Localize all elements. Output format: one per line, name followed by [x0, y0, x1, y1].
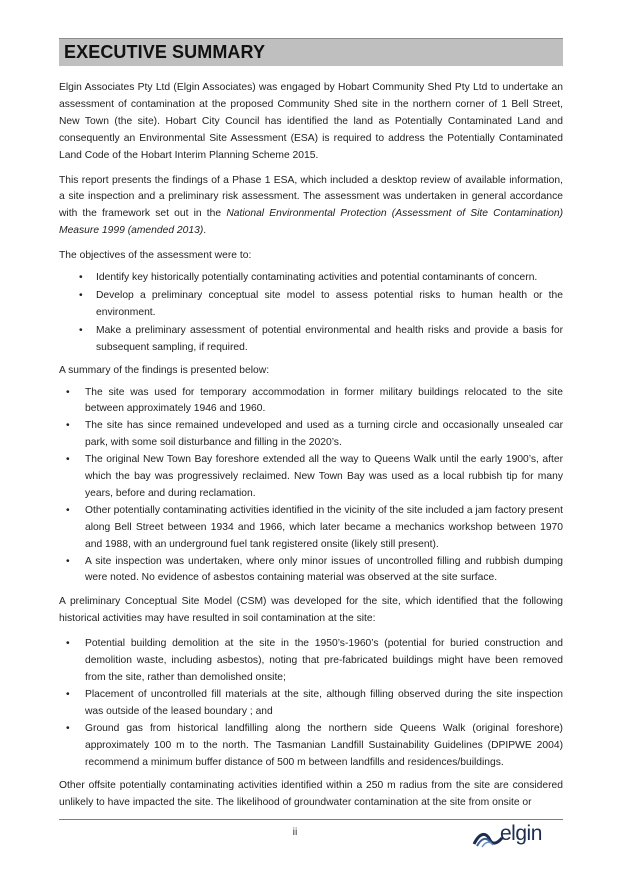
- report-paragraph: [59, 173, 563, 241]
- list-item-text: Placement of uncontrolled fill materials at the site, although filling observed during the site inspection was outside of the leased boundary ; and: [85, 688, 563, 717]
- list-item-text: Identify key historically potentially contaminating activities and potential contaminants of concern.: [96, 272, 538, 284]
- document-body: [59, 80, 563, 820]
- list-item: [59, 385, 563, 419]
- list-item: [59, 452, 563, 503]
- list-item-text: The site was used for temporary accommodation in former military buildings relocated to the site between approximately 1946 and 1960.: [85, 386, 563, 415]
- list-item-text: The original New Town Bay foreshore extended all the way to Queens Walk until the early 1900’s, after which the bay was progressively reclaimed. New Town Bay was used as a local rubbish tip for many years, before and during reclamation.: [85, 454, 563, 499]
- section-heading: EXECUTIVE SUMMARY: [64, 42, 266, 62]
- csm-intro: A preliminary Conceptual Site Model (CSM) was developed for the site, which identified that the following historical activities may have resulted in soil contamination at the site:: [59, 596, 563, 625]
- bullet-icon: •: [66, 722, 70, 734]
- bullet-icon: •: [66, 454, 70, 466]
- list-item-text: Develop a preliminary conceptual site model to assess potential risks to human health or the environment.: [96, 289, 563, 318]
- list-item-text: Ground gas from historical landfilling along the northern side Queens Walk (original foreshore) approximately 100 m to the north. The Tasmanian Landfill Sustainability Guidelines (DPIPWE 2004) recommend a minimum buffer distance of 500 m between landfills and residences/buildings.: [85, 722, 563, 768]
- list-item-text: The site has since remained undeveloped and used as a turning circle and occasionally unsealed car park, with some soil disturbance and filling in the 2020’s.: [85, 420, 563, 449]
- bullet-icon: •: [66, 638, 70, 650]
- list-item-text: Make a preliminary assessment of potential environmental and health risks and provide a basis for subsequent sampling, if required.: [96, 324, 563, 353]
- intro-paragraph: Elgin Associates Pty Ltd (Elgin Associates) was engaged by Hobart Community Shed Pty Ltd to undertake an assessment of contamination at the proposed Community Shed site in the northern corner of 1 Bell Street, New Town (the site). Hobart City Council has identified the land as Potentially Contaminated Land and consequently an Environmental Site Assessment (ESA) is required to address the Potentially Contaminated Land Code of the Hobart Interim Planning Scheme 2015.: [59, 82, 563, 161]
- bullet-icon: •: [79, 272, 83, 284]
- list-item: [59, 721, 563, 772]
- page-number: ii: [292, 826, 298, 838]
- list-item-text: Potential building demolition at the site in the 1950’s-1960’s (potential for buried construction and demolition waste, including asbestos), noting that pre-fabricated buildings might have been removed from the site, rather than demolished onsite;: [85, 638, 563, 683]
- offsite-paragraph: Other offsite potentially contaminating activities identified within a 250 m radius from the site are considered unlikely to have impacted the site. The likelihood of groundwater contamination at the site from onsite or: [59, 780, 563, 809]
- list-item: [59, 288, 563, 322]
- elgin-logo: [472, 822, 564, 852]
- report-text-end: .: [203, 225, 207, 237]
- logo-text: elgin: [500, 822, 542, 845]
- list-item: [59, 503, 563, 554]
- bullet-icon: •: [79, 289, 83, 301]
- footer-divider: [59, 819, 563, 820]
- findings-list: [59, 385, 563, 588]
- list-item: [59, 636, 563, 687]
- bullet-icon: •: [66, 386, 70, 398]
- bullet-icon: •: [79, 324, 83, 336]
- report-text: This report presents the findings of a Phase 1 ESA, which included a desktop review of available information, a site inspection and a preliminary risk assessment. The assessment was undertaken in general accordance with the framework set out in the: [59, 174, 563, 220]
- bullet-icon: •: [66, 504, 70, 516]
- list-item: [59, 554, 563, 588]
- objectives-intro: The objectives of the assessment were to:: [59, 250, 252, 262]
- bullet-icon: •: [66, 688, 70, 700]
- list-item: [59, 418, 563, 452]
- bullet-icon: •: [66, 420, 70, 432]
- section-heading-bar: [59, 38, 563, 66]
- report-italic-text: National Environmental Protection (Assessment of Site Contamination) Measure 1999 (amended 2013): [59, 208, 563, 237]
- bullet-icon: •: [66, 555, 70, 567]
- list-item: [59, 323, 563, 357]
- list-item-text: A site inspection was undertaken, where only minor issues of uncontrolled filling and rubbish dumping were noted. No evidence of asbestos containing material was observed at the site surface.: [85, 555, 563, 584]
- list-item: [59, 270, 563, 287]
- list-item-text: Other potentially contaminating activities identified in the vicinity of the site included a jam factory present along Bell Street between 1934 and 1966, which later became a mechanics workshop between 1970 and 1988, with an underground fuel tank registered onsite (likely still present).: [85, 504, 563, 550]
- summary-intro: A summary of the findings is presented below:: [59, 364, 270, 376]
- objectives-list: [59, 270, 563, 357]
- list-item: [59, 687, 563, 721]
- csm-list: [59, 636, 563, 771]
